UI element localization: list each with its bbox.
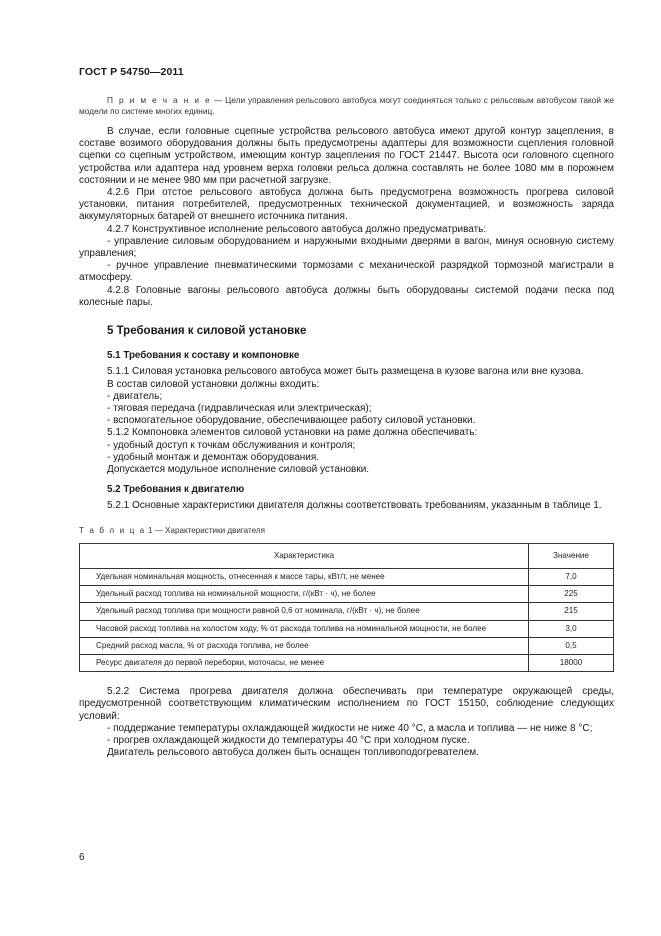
table-cell-characteristic: Ресурс двигателя до первой переборки, моточасы, не менее — [80, 654, 529, 671]
table-cell-value: 0,5 — [529, 637, 614, 654]
list-item: - ручное управление пневматическими тормозами с механической разрядкой тормозной магистрали в атмосферу. — [79, 260, 614, 284]
table-cell-characteristic: Удельный расход топлива на номинальной мощности, г/(кВт · ч), не более — [80, 586, 529, 603]
paragraph: 4.2.8 Головные вагоны рельсового автобуса должны быть оборудованы системой подачи песка под колесные пары. — [79, 284, 614, 308]
table-caption — [79, 525, 614, 537]
table-header-value: Значение — [529, 543, 614, 568]
table-row — [80, 654, 614, 671]
table-cell-value: 225 — [529, 586, 614, 603]
section-5-2-heading: 5.2 Требования к двигателю — [107, 484, 245, 496]
table-row — [80, 637, 614, 654]
table-header-characteristic: Характеристика — [80, 543, 529, 568]
note-label: П р и м е ч а н и е — [107, 95, 212, 105]
table-cell-characteristic: Удельный расход топлива при мощности равной 0,6 от номинала, г/(кВт · ч), не более — [80, 603, 529, 620]
list-item: - двигатель; — [107, 390, 163, 402]
section-5-heading: 5 Требования к силовой установке — [107, 325, 307, 338]
table-row — [80, 620, 614, 637]
table-row — [80, 568, 614, 585]
paragraph: В состав силовой установки должны входить: — [107, 378, 320, 390]
table-caption-label: Т а б л и ц а — [79, 525, 146, 535]
list-item: - управление силовым оборудованием и наружными входными дверями в вагон, минуя основную систему управления; — [79, 235, 614, 260]
note-text: — Цели управления рельсового автобуса могут соединяться только с рельсовым автобусом такой же модели по системе многих единиц. — [79, 95, 614, 116]
table-cell-value: 215 — [529, 603, 614, 620]
list-item: - тяговая передача (гидравлическая или электрическая); — [107, 403, 372, 415]
paragraph: 4.2.7 Конструктивное исполнение рельсового автобуса должно предусматривать: — [107, 223, 487, 235]
table-cell-value: 18000 — [529, 654, 614, 671]
table-cell-value: 7,0 — [529, 568, 614, 585]
table-row — [80, 586, 614, 603]
standard-header: ГОСТ Р 54750—2011 — [79, 66, 184, 78]
table-caption-text: 1 — Характеристики двигателя — [145, 525, 265, 535]
paragraph: Двигатель рельсового автобуса должен быть оснащен топливоподогревателем. — [107, 747, 479, 759]
paragraph: 5.2.1 Основные характеристики двигателя должны соответствовать требованиям, указанным в таблице 1. — [107, 500, 602, 512]
paragraph: 5.1.2 Компоновка элементов силовой установки на раме должна обеспечивать: — [107, 427, 478, 439]
engine-characteristics-table — [79, 543, 614, 672]
list-item: - прогрев охлаждающей жидкости до температуры 40 °С при холодном пуске. — [107, 734, 470, 746]
paragraph: Допускается модульное исполнение силовой установки. — [107, 464, 370, 476]
paragraph: В случае, если головные сцепные устройства рельсового автобуса имеют другой контур зацепления, в составе возимого оборудования должны быть предусмотрены адаптеры для возможности сцепления головной сцепки со сцепным устройством, имеющим контур зацепления по ГОСТ 21447. Высота оси головного сцепного устройства или адаптера над уровнем верха головки рельса должна составлять не более 1080 мм в порожнем состоянии и не менее 980 мм при расчетной загрузке. — [79, 126, 614, 186]
list-item: - вспомогательное оборудование, обеспечивающее работу силовой установки. — [107, 415, 476, 427]
table-cell-value: 3,0 — [529, 620, 614, 637]
page-number: 6 — [79, 852, 85, 863]
paragraph: 5.1.1 Силовая установка рельсового автобуса может быть размещена в кузове вагона или вне кузова. — [107, 366, 584, 378]
table-cell-characteristic: Удельная номинальная мощность, отнесенная к массе тары, кВт/т, не менее — [80, 568, 529, 585]
page-content — [79, 95, 614, 759]
list-item: - удобный доступ к точкам обслуживания и контроля; — [107, 439, 356, 451]
list-item: - удобный монтаж и демонтаж оборудования. — [107, 451, 320, 463]
table-row — [80, 603, 614, 620]
paragraph: 5.2.2 Система прогрева двигателя должна обеспечивать при температуре окружающей среды, предусмотренной соответствующим климатическим исполнением по ГОСТ 15150, соблюдение следующих условий: — [79, 686, 614, 722]
note-paragraph — [79, 95, 614, 117]
table-cell-characteristic: Средний расход масла, % от расхода топлива, не более — [80, 637, 529, 654]
list-item: - поддержание температуры охлаждающей жидкости не ниже 40 °С, а масла и топлива — не ниже 8 °С; — [107, 722, 593, 734]
paragraph: 4.2.6 При отстое рельсового автобуса должна быть предусмотрена возможность прогрева силовой установки, питания потребителей, предусмотренных технической документацией, и возможность заряда аккумуляторных батарей от внешнего источника питания. — [79, 187, 614, 223]
table-header-row — [80, 543, 614, 568]
table-cell-characteristic: Часовой расход топлива на холостом ходу, % от расхода топлива на номинальной мощности, не более — [80, 620, 529, 637]
section-5-1-heading: 5.1 Требования к составу и компоновке — [107, 350, 300, 362]
